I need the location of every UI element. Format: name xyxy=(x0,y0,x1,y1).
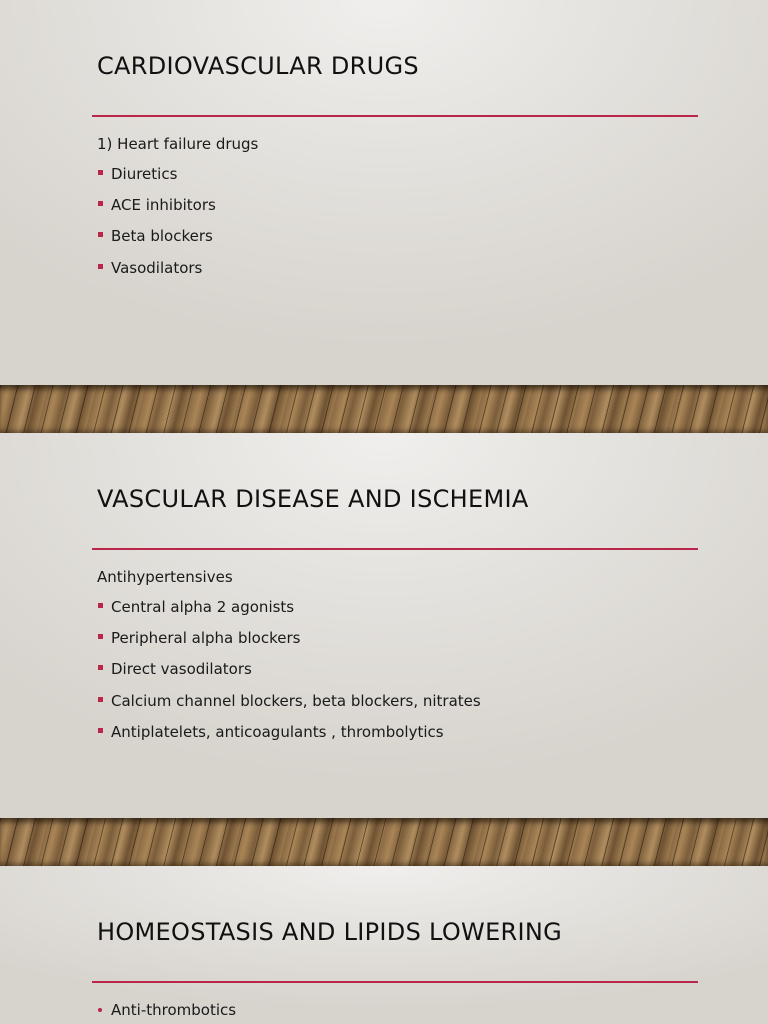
bullet-list xyxy=(97,165,697,277)
bullet-list xyxy=(97,1001,697,1019)
bullet-text: Diuretics xyxy=(111,165,178,183)
square-bullet-icon xyxy=(98,170,103,175)
bullet-item xyxy=(97,196,697,214)
bullet-text: Central alpha 2 agonists xyxy=(111,598,295,616)
bullet-item xyxy=(97,660,697,678)
square-bullet-icon xyxy=(98,232,103,237)
title-divider xyxy=(92,115,698,117)
slide-cardiovascular-drugs[interactable] xyxy=(0,0,768,385)
square-bullet-icon xyxy=(98,264,103,269)
title-divider xyxy=(92,548,698,550)
bullet-text: Vasodilators xyxy=(111,258,203,277)
slide-body xyxy=(97,568,697,754)
square-bullet-icon xyxy=(98,603,103,608)
square-bullet-icon xyxy=(98,697,103,702)
slide-homeostasis-lipids[interactable] xyxy=(0,866,768,1024)
bullet-item xyxy=(97,165,697,183)
slide-title: HOMEOSTASIS AND LIPIDS LOWERING xyxy=(97,918,563,946)
slide-body xyxy=(97,135,697,290)
bullet-text: Anti-thrombotics xyxy=(111,1001,237,1019)
slide-body xyxy=(97,1001,697,1024)
bullet-item xyxy=(97,692,697,710)
bullet-item xyxy=(97,723,697,741)
square-bullet-icon xyxy=(98,634,103,639)
bullet-text: ACE inhibitors xyxy=(111,196,216,215)
slide-vascular-disease[interactable] xyxy=(0,433,768,818)
square-bullet-icon xyxy=(98,728,103,733)
bullet-item xyxy=(97,259,697,277)
round-bullet-icon xyxy=(98,1008,102,1012)
square-bullet-icon xyxy=(98,665,103,670)
slide-title: CARDIOVASCULAR DRUGS xyxy=(97,52,419,80)
bullet-item xyxy=(97,1001,697,1019)
bullet-item xyxy=(97,227,697,245)
title-divider xyxy=(92,981,698,983)
bullet-item xyxy=(97,598,697,616)
bullet-list xyxy=(97,598,697,741)
wood-floor-divider xyxy=(0,385,768,433)
intro-text: 1) Heart failure drugs xyxy=(97,135,259,153)
slide-title: VASCULAR DISEASE AND ISCHEMIA xyxy=(97,485,529,513)
bullet-text: Peripheral alpha blockers xyxy=(111,629,301,648)
bullet-text: Antiplatelets, anticoagulants , thrombolytics xyxy=(111,722,444,741)
bullet-item xyxy=(97,629,697,647)
bullet-text: Direct vasodilators xyxy=(111,660,252,679)
square-bullet-icon xyxy=(98,201,103,206)
bullet-text: Calcium channel blockers, beta blockers, nitrates xyxy=(111,691,481,710)
wood-floor-divider xyxy=(0,818,768,866)
intro-text: Antihypertensives xyxy=(97,568,233,586)
bullet-text: Beta blockers xyxy=(111,227,213,246)
